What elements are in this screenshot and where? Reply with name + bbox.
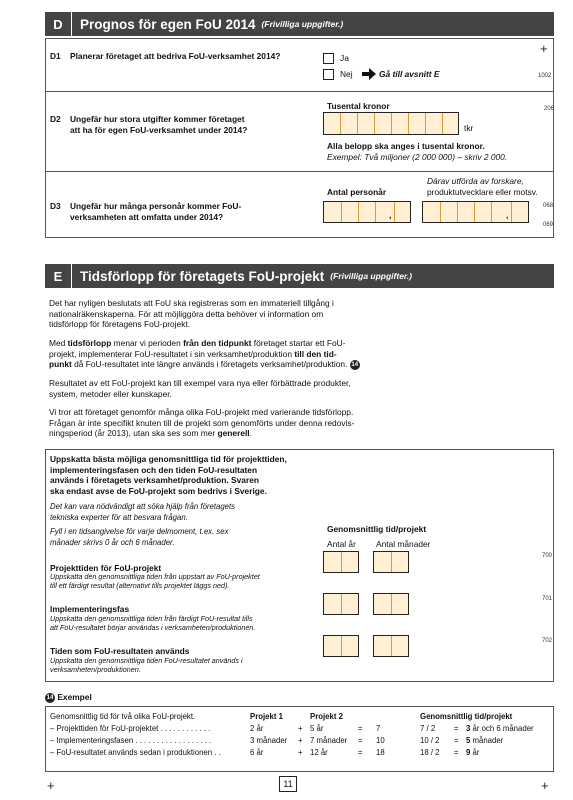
crosshair-plus-icon: + [47, 778, 55, 793]
section-title: Prognos för egen FoU 2014 [80, 16, 256, 32]
row-label: Projekttiden för FoU-projekt [50, 563, 162, 573]
section-d-box [45, 38, 554, 238]
d3-personyears-input[interactable] [323, 201, 411, 223]
d3-col2-line2: produktutvecklare eller motsv. [427, 187, 538, 197]
table-row: – FoU-resultatet används sedan i produktionen . . 6 år + 12 år = 18 18 / 2 = 9 år [50, 747, 480, 757]
d1-question: Planerar företaget att bedriva FoU-verksamhet 2014? [70, 51, 281, 61]
row-code: 701 [542, 596, 553, 602]
d1-code: 1002 [538, 73, 552, 79]
section-subtitle: (Frivilliga uppgifter.) [330, 271, 412, 281]
d2-note: Alla belopp ska anges i tusental kronor. [327, 141, 485, 151]
table-row: – Projekttiden för FoU-projektet . . . . . . . . . . . . 2 år + 5 år = 7 7 / 2 = 3 år och 6 månader [50, 723, 534, 733]
row-code: 702 [542, 638, 553, 644]
section-subtitle: (Frivilliga uppgifter.) [261, 19, 344, 29]
d3-question-line2: verksamheten att omfatta under 2014? [70, 212, 224, 222]
row-label: Implementeringsfas [50, 604, 130, 614]
d1-yes-label: Ja [340, 53, 349, 63]
d3-number: D3 [50, 201, 61, 211]
section-title: Tidsförlopp för företagets FoU-projekt [80, 268, 325, 284]
divider [46, 171, 553, 172]
d3-code2: 069 [543, 222, 554, 228]
timeline-col-month: Antal månader [376, 539, 431, 549]
example-table [48, 710, 536, 758]
row-description: Uppskatta den genomsnittliga tiden från färdigt FoU-resultat tills att FoU-resultatet börjar användas i verksamheten/produktionen. [50, 614, 256, 632]
projecttime-months-input[interactable] [373, 551, 409, 573]
d3-col1-label: Antal personår [327, 187, 387, 197]
usage-years-input[interactable] [323, 635, 359, 657]
row-code: 700 [542, 553, 553, 559]
decimal-comma: , [506, 210, 509, 220]
row-label: Tiden som FoU-resultaten används [50, 646, 190, 656]
row-description: Uppskatta den genomsnittliga tiden FoU-resultatet används i verksamheten/produktionen. [50, 656, 243, 674]
section-letter: D [45, 12, 72, 36]
d2-code: 206 [544, 106, 555, 112]
timeline-col-header: Genomsnittlig tid/projekt [327, 524, 427, 534]
row-description: Uppskatta den genomsnittliga tiden från uppstart av FoU-projektet till ett färdigt resultat (alternativt tills projektet läggs ned). [50, 572, 260, 590]
decimal-comma: , [389, 210, 392, 220]
d3-code1: 068 [543, 203, 554, 209]
footnote-badge: 14 [45, 693, 55, 703]
intro-paragraph-3: Resultatet av ett FoU-projekt kan till exempel vara nya eller förbättrade produkter, system, metoder eller kunskaper. [49, 378, 351, 399]
section-d-header [45, 12, 554, 36]
d2-question-line2: att ha för egen FoU-verksamhet under 2014? [70, 125, 248, 135]
footnote-badge: 14 [350, 360, 360, 370]
d2-question-line1: Ungefär hur stora utgifter kommer företaget [70, 114, 245, 124]
d1-yes-checkbox[interactable] [323, 53, 334, 64]
section-e-header [45, 264, 554, 288]
d1-no-label: Nej [340, 69, 353, 79]
timeline-col-year: Antal år [327, 539, 356, 549]
timeline-intro: Uppskatta bästa möjliga genomsnittliga tid för projekttiden, implementeringsfasen och den tiden FoU-resultaten används i företagets verksamhet/produktion. Svaren ska endast avse de FoU-projekt som bedrivs i Sverige. [50, 454, 287, 496]
d2-unit-suffix: tkr [464, 123, 474, 133]
example-box [45, 706, 554, 772]
timeline-box [45, 449, 554, 682]
d2-amount-input[interactable] [323, 112, 459, 135]
implementation-months-input[interactable] [373, 593, 409, 615]
example-heading: 14 Exempel [46, 692, 92, 702]
divider [46, 91, 553, 92]
d1-number: D1 [50, 51, 61, 61]
d3-col2-line1: Därav utförda av forskare, [427, 176, 524, 186]
implementation-years-input[interactable] [323, 593, 359, 615]
section-letter: E [45, 264, 72, 288]
d3-question-line1: Ungefär hur många personår kommer FoU- [70, 201, 242, 211]
usage-months-input[interactable] [373, 635, 409, 657]
crosshair-plus-icon: + [541, 778, 549, 793]
table-row: – Implementeringsfasen . . . . . . . . . . . . . . . . . . 3 månader + 7 månader = 10 10 / 2 = 5 månader [50, 735, 504, 745]
arrow-right-icon [362, 68, 376, 80]
intro-paragraph-2: Med tidsförlopp menar vi perioden från den tidpunkt företaget startar ett FoU- projekt, implementerar FoU-resultatet i sin verksamhet/produktion till den tid- punkt då FoU-resultatet inte längre används i företagets verksamhet/produktion. 14 [49, 338, 359, 369]
d2-unit-label: Tusental kronor [327, 101, 390, 111]
d1-goto-label: Gå till avsnitt E [379, 69, 440, 79]
projecttime-years-input[interactable] [323, 551, 359, 573]
d2-example: Exempel: Två miljoner (2 000 000) – skriv 2 000. [327, 152, 508, 162]
timeline-hint-1: Det kan vara nödvändigt att söka hjälp från företagets tekniska experter för att besvara frågan. [50, 502, 236, 522]
d3-researchers-input[interactable] [422, 201, 529, 223]
page-number: 11 [279, 776, 297, 792]
intro-paragraph-4: Vi tror att företaget genomför många olika FoU-projekt med varierande tidsförlopp. Frågan är inte specifikt knuten till de projekt som genomförts under denna redovis- ningsperiod (år 2013), utan ska ses som mer generell. [49, 407, 355, 438]
crosshair-plus-icon: + [540, 41, 548, 56]
d2-number: D2 [50, 114, 61, 124]
intro-paragraph-1: Det har nyligen beslutats att FoU ska registreras som en immateriell tillgång i nationalräkenskaperna. För att möjliggöra detta behöver vi information om tidsförlopp för företagens FoU-projekt. [49, 298, 334, 329]
table-header-row: Genomsnittlig tid för två olika FoU-projekt. Projekt 1 Projekt 2 Genomsnittlig tid/projekt [50, 711, 513, 721]
timeline-hint-2: Fyll i en tidsangivelse för varje delmoment, t.ex. sex månader skrivs 0 år och 6 månader. [50, 527, 229, 547]
d1-no-checkbox[interactable] [323, 69, 334, 80]
